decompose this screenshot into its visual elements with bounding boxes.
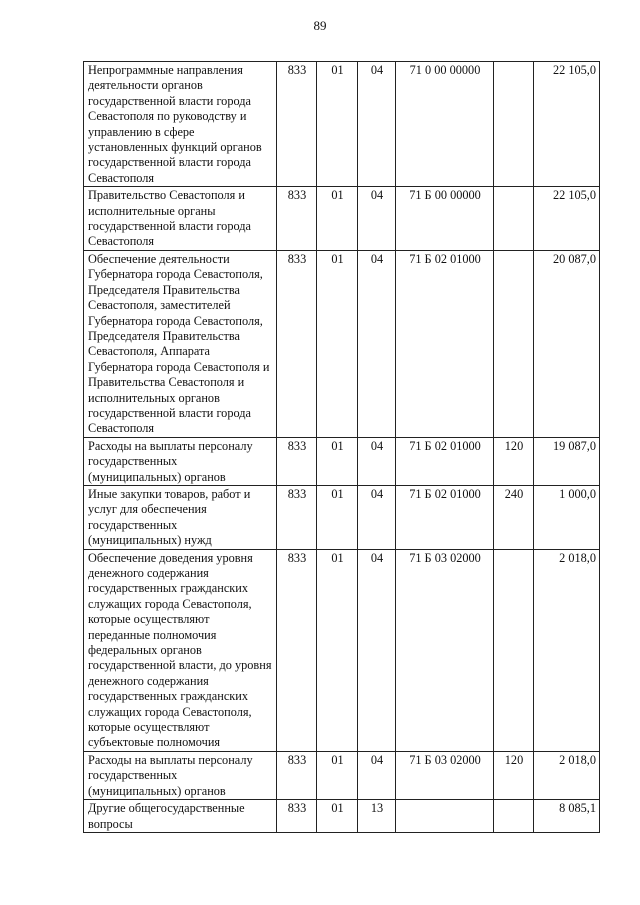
row-amount: 22 105,0 <box>534 187 600 251</box>
row-section-code: 01 <box>317 751 358 799</box>
row-section-code: 01 <box>317 800 358 833</box>
row-expense-type <box>494 187 534 251</box>
table-row <box>84 187 600 251</box>
row-expense-type: 240 <box>494 485 534 549</box>
row-amount: 1 000,0 <box>534 485 600 549</box>
row-target-article: 71 Б 03 02000 <box>396 549 494 751</box>
table-row <box>84 250 600 437</box>
page-number: 89 <box>313 18 327 33</box>
row-subsection-code: 04 <box>358 751 396 799</box>
budget-table <box>83 61 600 833</box>
row-name: Другие общегосударственные вопросы <box>84 800 277 833</box>
row-expense-type <box>494 250 534 437</box>
row-expense-type <box>494 62 534 187</box>
table-row <box>84 800 600 833</box>
row-department-code: 833 <box>277 485 317 549</box>
row-target-article <box>396 800 494 833</box>
row-target-article: 71 Б 02 01000 <box>396 437 494 485</box>
row-section-code: 01 <box>317 250 358 437</box>
row-name: Правительство Севастополя и исполнительные органы государственной власти города Севастополя <box>84 187 277 251</box>
row-section-code: 01 <box>317 437 358 485</box>
row-amount: 2 018,0 <box>534 549 600 751</box>
row-department-code: 833 <box>277 187 317 251</box>
row-subsection-code: 13 <box>358 800 396 833</box>
row-section-code: 01 <box>317 62 358 187</box>
row-section-code: 01 <box>317 549 358 751</box>
row-department-code: 833 <box>277 800 317 833</box>
row-name: Иные закупки товаров, работ и услуг для обеспечения государственных (муниципальных) нужд <box>84 485 277 549</box>
row-amount: 2 018,0 <box>534 751 600 799</box>
row-amount: 22 105,0 <box>534 62 600 187</box>
table-row <box>84 549 600 751</box>
row-name: Обеспечение доведения уровня денежного содержания государственных гражданских служащих города Севастополя, которые осуществляют переданные полномочия федеральных органов государственной власти, до уровня денежного содержания государственных гражданских служащих города Севастополя, которые осуществляют субъектовые полномочия <box>84 549 277 751</box>
row-subsection-code: 04 <box>358 549 396 751</box>
row-name: Расходы на выплаты персоналу государственных (муниципальных) органов <box>84 437 277 485</box>
row-department-code: 833 <box>277 549 317 751</box>
table-row <box>84 62 600 187</box>
row-target-article: 71 Б 03 02000 <box>396 751 494 799</box>
table-row <box>84 437 600 485</box>
row-department-code: 833 <box>277 751 317 799</box>
row-department-code: 833 <box>277 250 317 437</box>
row-department-code: 833 <box>277 62 317 187</box>
row-subsection-code: 04 <box>358 250 396 437</box>
row-department-code: 833 <box>277 437 317 485</box>
row-section-code: 01 <box>317 485 358 549</box>
row-target-article: 71 Б 00 00000 <box>396 187 494 251</box>
row-target-article: 71 Б 02 01000 <box>396 250 494 437</box>
row-amount: 19 087,0 <box>534 437 600 485</box>
table-row <box>84 485 600 549</box>
row-target-article: 71 0 00 00000 <box>396 62 494 187</box>
row-section-code: 01 <box>317 187 358 251</box>
row-expense-type <box>494 800 534 833</box>
table-row <box>84 751 600 799</box>
row-name: Расходы на выплаты персоналу государственных (муниципальных) органов <box>84 751 277 799</box>
row-subsection-code: 04 <box>358 62 396 187</box>
row-subsection-code: 04 <box>358 485 396 549</box>
row-amount: 8 085,1 <box>534 800 600 833</box>
row-target-article: 71 Б 02 01000 <box>396 485 494 549</box>
row-expense-type: 120 <box>494 437 534 485</box>
row-name: Обеспечение деятельности Губернатора города Севастополя, Председателя Правительства Севастополя, заместителей Губернатора города Севастополя, Председателя Правительства Севастополя, Аппарата Губернатора города Севастополя и Правительства Севастополя и исполнительных органов государственной власти города Севастополя <box>84 250 277 437</box>
row-expense-type: 120 <box>494 751 534 799</box>
row-subsection-code: 04 <box>358 437 396 485</box>
row-expense-type <box>494 549 534 751</box>
row-amount: 20 087,0 <box>534 250 600 437</box>
row-name: Непрограммные направления деятельности органов государственной власти города Севастополя по руководству и управлению в сфере установленных функций органов государственной власти города Севастополя <box>84 62 277 187</box>
row-subsection-code: 04 <box>358 187 396 251</box>
